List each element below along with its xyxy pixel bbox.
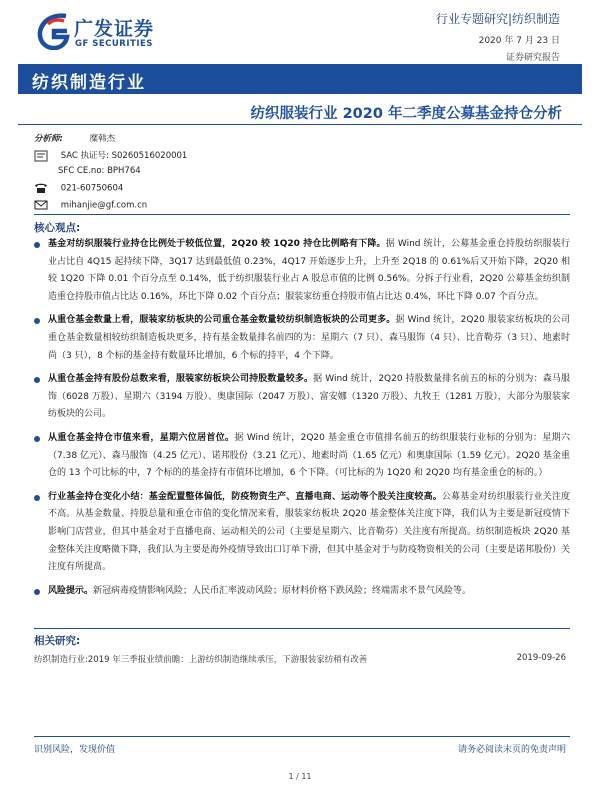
key-point-item [34,236,570,306]
bullet-dot-icon [34,318,40,324]
footer-divider [34,736,570,737]
key-point-item [34,430,570,483]
bullet-dot-icon [34,377,40,383]
phone-icon [34,182,48,194]
key-point-item [34,371,570,424]
analyst-divider [34,214,570,215]
key-point-item [34,312,570,365]
report-title: 纺织服装行业 2020 年二季度公募基金持仓分析 [250,106,562,122]
gf-securities-logo [36,12,166,56]
email-icon [34,199,48,211]
industry-banner [18,64,582,94]
key-point-lead: 行业基金持仓变化小结：基金配置整体偏低，防疫物资生产、直播电商、运动等个股关注度较高。 [48,491,442,502]
logo-text-cn: 广发证券 [74,18,155,40]
analyst-name: 糜韩杰 [89,134,116,144]
footer-disclaimer-note: 请务必阅读末页的免责声明 [457,745,566,755]
analyst-email[interactable]: mihanjie@gf.com.cn [60,200,148,211]
key-point-body: 据 Wind 统计，2Q20 持股数量排名前五的标的分别为：森马服饰（6028 万股）、星期六（3194 万股）、奥康国际（2047 万股）、富安娜（1320 万股）、九牧王（1281 万股），大部分为服装家纺板块的公司。 [48,374,570,420]
report-label: 证券研究报告 [505,53,560,63]
analyst-label: 分析师: [34,134,63,144]
title-divider [18,124,582,125]
bullet-dot-icon [34,242,40,248]
related-research-title[interactable]: 纺织制造行业:2019 年三季报业绩前瞻：上游纺织制造继续承压，下游服装家纺稍有改善 [34,655,368,665]
bullet-dot-icon [34,436,40,442]
logo-text-en: GF SECURITIES [75,39,153,49]
key-point-item [34,489,570,577]
analyst-sfc: SFC CE.no: BPH764 [58,166,141,176]
key-point-body: 新冠病毒疫情影响风险；人民币汇率波动风险；原材料价格下跌风险；终端需求不景气风险等。 [93,585,472,596]
report-date: 2020 年 7 月 23 日 [478,36,560,46]
key-point-item [34,583,570,601]
key-point-body: 公募基金对纺织服装行业关注度不高。从基金数量、持股总量和重仓市值的变化情况来看，服装家纺板块 2Q20 基金整体关注度下降，我们认为主要是新冠疫情下影响门店营业，但其中基金对于直播电商、运动相关的公司（主要是星期六、比音勒芬）关注度有所提高。纺织制造板块 2Q20 基金整体关注度略微下降，我们认为主要是海外疫情导致出口订单下滑，但其中基金对于与防疫物资相关的公司（主要是诺邦股份）关注度有所提高。 [48,491,571,573]
key-point-lead: 从重仓基金持有股份总数来看，服装家纺板块公司持股数量较多。 [48,374,314,385]
gf-logo-icon [36,12,70,50]
report-type: 行业专题研究|纺织制造 [435,12,560,26]
key-points-list [34,236,570,600]
header-meta [436,10,560,63]
key-points-heading: 核心观点: [34,222,81,234]
key-point-body: 据 Wind 统计，2Q20 基金重仓市值排名前五的纺织服装行业标的分别为：星期六（7.38 亿元）、森马服饰（4.25 亿元）、诺邦股份（3.21 亿元）、地素时尚（1.65 亿元）和奥康国际（1.59 亿元）。2Q20 基金重仓的 13 个可比标的中，7 个标的的基金持有市值环比增加，6 个下降。（可比标的为 1Q20 和 2Q20 均有基金重仓的标的。） [48,432,570,479]
key-point-lead: 风险提示。 [48,585,94,596]
related-research-date: 2019-09-26 [516,653,566,663]
key-point-lead: 从重仓基金持仓市值来看，星期六位居首位。 [48,432,235,443]
page-header [0,0,600,64]
key-point-body: 据 Wind 统计，2Q20 服装家纺板块的公司重仓基金数量相较纺织制造板块更多，持有基金数量排名前四的为：星期六（7 只）、森马服饰（4 只）、比音勒芬（3 只）、地素时尚（3 只），8 个标的基金持有数量环比增加，6 个标的持平，4 个下降。 [48,315,570,361]
key-point-body: 据 Wind 统计，公募基金重仓持股纺织服装行业占比自 4Q15 起持续下降，3Q17 达到最低值 0.23%，4Q17 开始逐步上升，上升至 2Q18 的 0.61%后又开始下降，2Q20 相较 1Q20 下降 0.01 个百分点至 0.14%，低于纺织服装行业占 A 股总市值的比例 0.56%。分拆子行业看，2Q20 公募基金纺织制造重仓持股市值占比达 0.16%，环比下降 0.02 个百分点；服装家纺重仓持股市值占比达 0.4%，环比下降 0.07 个百分点。 [48,239,571,302]
related-research-heading: 相关研究: [34,635,81,647]
bullet-dot-icon [34,495,40,501]
analyst-sac: SAC 执证号: S0260516020001 [60,151,188,161]
key-point-lead: 从重仓基金数量上看，服装家纺板块的公司重仓基金数量较纺织制造板块的公司更多。 [48,315,396,326]
certificate-icon [34,150,48,162]
industry-title: 纺织制造行业 [32,73,146,93]
page-number: 1 / 11 [288,772,312,781]
footer-slogan: 识别风险，发现价值 [34,745,116,755]
bullet-dot-icon [34,589,40,595]
key-point-lead: 基金对纺织服装行业持仓比例处于较低位置，2Q20 较 1Q20 持仓比例略有下降。 [48,239,386,249]
related-divider [34,628,570,629]
analyst-phone: 021-60750604 [60,183,124,194]
